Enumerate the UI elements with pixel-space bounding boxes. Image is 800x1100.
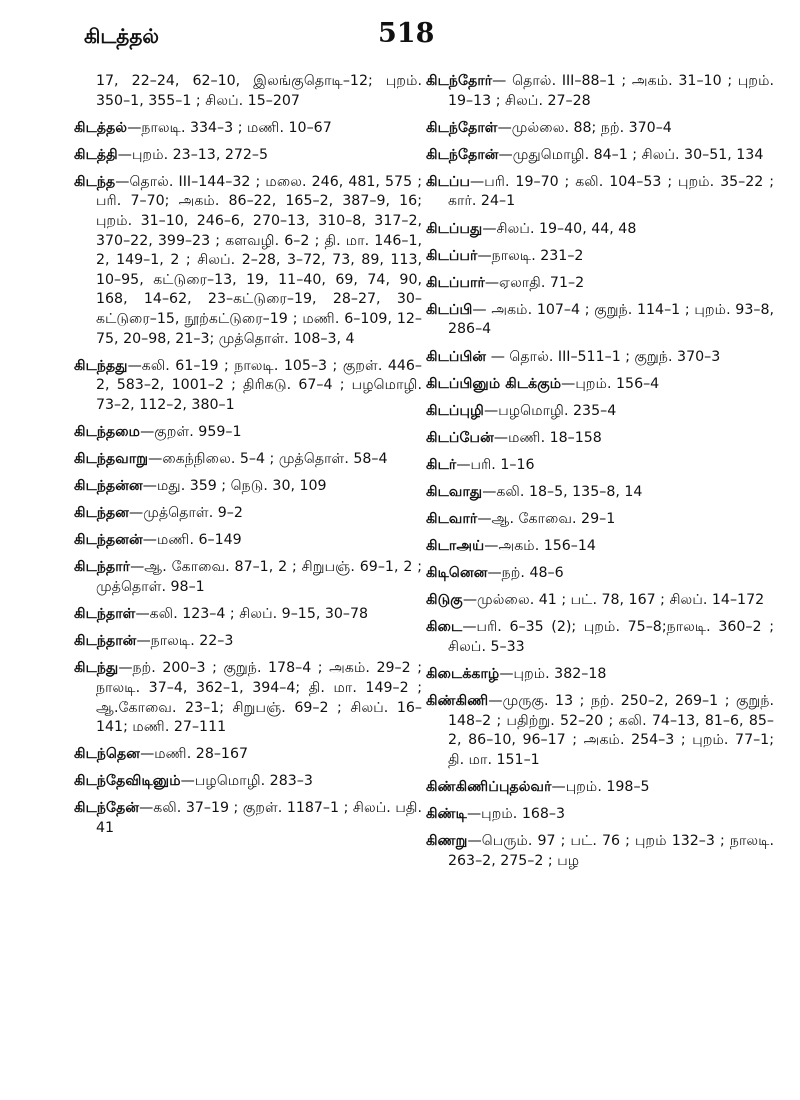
entry-references: —பரி. 19–70 ; கலி. 104–53 ; புறம். 35–22 ; கார். 24–1	[448, 173, 774, 210]
index-entry	[426, 618, 774, 657]
entry-headword: கிடந்தோர்	[426, 73, 493, 89]
entry-references: —முத்தொள். 9–2	[129, 505, 243, 522]
entry-headword: கிடுகு	[426, 592, 463, 609]
entry-references: —பெரும். 97 ; பட். 76 ; புறம் 132–3 ; நாலடி. 263–2, 275–2 ; பழ	[448, 833, 774, 869]
index-entry	[426, 375, 774, 395]
entry-headword: கிடர்	[426, 456, 457, 473]
entry-references: 17, 22–24, 62–10, இலங்குதொடி–12; புறம். 350–1, 355–1 ; சிலப். 15–207	[96, 73, 422, 109]
index-entry	[426, 456, 774, 476]
entry-references: —புறம். 156–4	[561, 375, 660, 392]
entry-references: —நாலடி. 22–3	[136, 633, 234, 650]
entry-references: —தொல். III–144–32 ; மலை. 246, 481, 575 ; பரி. 7–70; அகம். 86–22, 165–2, 387–9, 16; புறம். 31–10, 246–6, 270–13, 310–8, 317–2, 370–22, 399–23 ; களவழி. 6–2 ; தி. மா. 146–1, 2, 149–1, 2 ; சிலப். 2–28, 3–72, 73, 89, 113, 10–95, கட்டுரை–13, 19, 11–40, 69, 74, 90, 168, 14–62, 23–கட்டுரை–19, 28–27, 30–கட்டுரை–15, நூற்கட்டுரை–19 ; மணி. 6–109, 12–75, 20–98, 21–3; முத்தொள். 108–3, 4	[96, 173, 422, 347]
index-entry	[74, 531, 422, 551]
entry-references: —நற். 200–3 ; குறுந். 178–4 ; அகம். 29–2 ; நாலடி. 37–4, 362–1, 394–4; தி. மா. 149–2 ; ஆ.கோவை. 23–1; சிறுபஞ். 69–2 ; சிலப். 16–141; மணி. 27–111	[96, 660, 422, 736]
entry-references: —பழமொழி. 235–4	[484, 402, 617, 419]
entry-headword: கிடந்தன்ன	[74, 478, 143, 495]
entry-headword: கிடந்தாள்	[74, 606, 136, 623]
entry-headword: கிடந்தது	[74, 357, 128, 374]
entry-headword: கிடந்தமை	[74, 424, 141, 440]
entry-headword: கிடைக்காழ்	[426, 666, 500, 683]
index-entry-continuation	[74, 72, 422, 111]
index-entry	[426, 301, 774, 340]
index-entry	[74, 450, 422, 470]
index-entry	[74, 632, 422, 652]
entry-references: —பரி. 1–16	[456, 456, 535, 473]
index-entry	[426, 429, 774, 449]
entry-references: —ஏலாதி. 71–2	[484, 274, 585, 291]
right-column	[426, 72, 774, 879]
entry-headword: கிடந்தவாறு	[74, 451, 149, 468]
entry-headword: கிடப்பின்	[426, 348, 487, 365]
entry-references: —பரி. 6–35 (2); புறம். 75–8;நாலடி. 360–2 ; சிலப். 5–33	[448, 619, 774, 656]
entry-references: —முல்லை. 41 ; பட். 78, 167 ; சிலப். 14–172	[462, 592, 765, 609]
entry-references: —மது. 359 ; நெடு. 30, 109	[142, 478, 327, 495]
index-entry	[426, 483, 774, 503]
entry-references: —ஆ. கோவை. 87–1, 2 ; சிறுபஞ். 69–1, 2 ; முத்தொள். 98–1	[96, 559, 422, 596]
entry-references: —நாலடி. 334–3 ; மணி. 10–67	[127, 119, 332, 136]
index-entry	[74, 477, 422, 497]
index-entry	[426, 146, 774, 166]
entry-references: —கலி. 123–4 ; சிலப். 9–15, 30–78	[135, 606, 369, 623]
index-entry	[74, 173, 422, 349]
entry-headword: கிண்டி	[426, 806, 467, 823]
entry-headword: கிடவார்	[426, 511, 478, 528]
entry-headword: கிடை	[426, 619, 463, 636]
index-entry	[74, 119, 422, 139]
index-entry	[426, 537, 774, 557]
entry-references: —புறம். 382–18	[499, 666, 607, 683]
index-entry	[74, 745, 422, 765]
index-entry	[74, 357, 422, 416]
entry-headword: கிண்கிணிப்புதல்வர்	[426, 779, 552, 796]
entry-headword: கிடப்ப	[426, 173, 471, 190]
entry-references: —முல்லை. 88; நற். 370–4	[497, 119, 672, 136]
entry-references: —கலி. 37–19 ; குறள். 1187–1 ; சிலப். பதி. 41	[96, 800, 423, 836]
entry-headword: கிடத்தி	[74, 146, 118, 163]
entry-references: —அகம். 156–14	[484, 538, 596, 555]
index-entry	[74, 659, 422, 737]
running-head: கிடத்தல்	[84, 24, 159, 48]
index-entry	[426, 119, 774, 139]
index-entry	[426, 564, 774, 584]
entry-references: —ஆ. கோவை. 29–1	[477, 511, 616, 528]
index-entry	[426, 665, 774, 685]
entry-headword: கிடந்தென	[74, 746, 141, 763]
entry-references: —புறம். 198–5	[551, 779, 650, 796]
index-entry	[426, 591, 774, 611]
entry-references: —மணி. 28–167	[140, 746, 249, 763]
entry-headword: கிடினென	[426, 565, 488, 582]
entry-references: —மணி. 6–149	[142, 532, 242, 549]
entry-headword: கிடவாது	[426, 484, 483, 500]
index-entry	[426, 778, 774, 798]
index-entry	[426, 510, 774, 530]
index-entry	[426, 274, 774, 294]
index-entry	[426, 692, 774, 770]
index-entry	[74, 146, 422, 166]
index-entry	[74, 558, 422, 597]
entry-headword: கிடப்பேன்	[426, 429, 494, 446]
entry-headword: கிடந்தோன்	[426, 146, 499, 163]
entry-headword: கிடப்பர்	[426, 247, 478, 264]
entry-references: —புறம். 168–3	[466, 806, 566, 823]
index-entry	[426, 72, 774, 111]
index-entry	[426, 220, 774, 240]
entry-references: —முதுமொழி. 84–1 ; சிலப். 30–51, 134	[498, 146, 764, 163]
entry-headword: கிடந்தேவிடினும்	[74, 773, 181, 790]
entry-references: — தொல். III–511–1 ; குறுந். 370–3	[486, 348, 721, 365]
entry-references: —மணி. 18–158	[493, 429, 602, 446]
entry-headword: கிண்கிணி	[426, 693, 489, 710]
entry-headword: கிடந்தார்	[74, 559, 131, 576]
entry-references: —குறள். 959–1	[140, 424, 242, 440]
index-entry	[426, 247, 774, 267]
entry-headword: கிணறு	[426, 833, 468, 850]
page-number: 518	[378, 18, 435, 49]
entry-references: —பழமொழி. 283–3	[180, 773, 313, 790]
entry-headword: கிடாஅய்	[426, 538, 485, 555]
index-entry	[426, 805, 774, 825]
entry-headword: கிடப்பி	[426, 301, 473, 318]
entry-references: —கலி. 18–5, 135–8, 14	[482, 484, 643, 500]
entry-headword: கிடப்பார்	[426, 274, 485, 291]
page-header	[0, 18, 800, 58]
entry-references: —புறம். 23–13, 272–5	[117, 146, 269, 163]
index-entry	[426, 402, 774, 422]
entry-headword: கிடந்த	[74, 173, 116, 190]
entry-references: —நாலடி. 231–2	[477, 247, 584, 264]
index-entry	[426, 348, 774, 368]
entry-references: —கலி. 61–19 ; நாலடி. 105–3 ; குறள். 446–2, 583–2, 1001–2 ; திரிகடு. 67–4 ; பழமொழி. 73–2, 112–2, 380–1	[96, 357, 422, 413]
left-column	[74, 72, 422, 846]
entry-headword: கிடப்புழி	[426, 402, 484, 419]
index-entry	[74, 504, 422, 524]
entry-references: —முருகு. 13 ; நற். 250–2, 269–1 ; குறுந். 148–2 ; பதிற்று. 52–20 ; கலி. 74–13, 81–6, 85–2, 86–10, 96–17 ; அகம். 254–3 ; புறம். 77–1; தி. மா. 151–1	[448, 693, 774, 769]
index-entry	[74, 772, 422, 792]
entry-references: —கைந்நிலை. 5–4 ; முத்தொள். 58–4	[148, 451, 388, 468]
index-entry	[74, 423, 422, 443]
index-entry	[74, 605, 422, 625]
entry-headword: கிடத்தல்	[74, 119, 128, 136]
entry-headword: கிடப்பினும் கிடக்கும்	[426, 375, 562, 392]
entry-headword: கிடந்தேன்	[74, 800, 140, 817]
index-entry	[426, 832, 774, 871]
entry-headword: கிடந்தன	[74, 505, 130, 522]
entry-references: — தொல். III–88–1 ; அகம். 31–10 ; புறம். 19–13 ; சிலப். 27–28	[448, 73, 774, 109]
entry-references: —நற். 48–6	[487, 565, 564, 582]
index-entry	[426, 173, 774, 212]
entry-headword: கிடப்பது	[426, 220, 483, 237]
entry-references: — அகம். 107–4 ; குறுந். 114–1 ; புறம். 93–8, 286–4	[448, 301, 774, 338]
entry-headword: கிடந்தனன்	[74, 532, 143, 549]
entry-references: —சிலப். 19–40, 44, 48	[482, 220, 637, 237]
entry-headword: கிடந்து	[74, 660, 119, 677]
entry-headword: கிடந்தான்	[74, 633, 137, 650]
index-entry	[74, 799, 422, 838]
entry-headword: கிடந்தோள்	[426, 119, 498, 136]
